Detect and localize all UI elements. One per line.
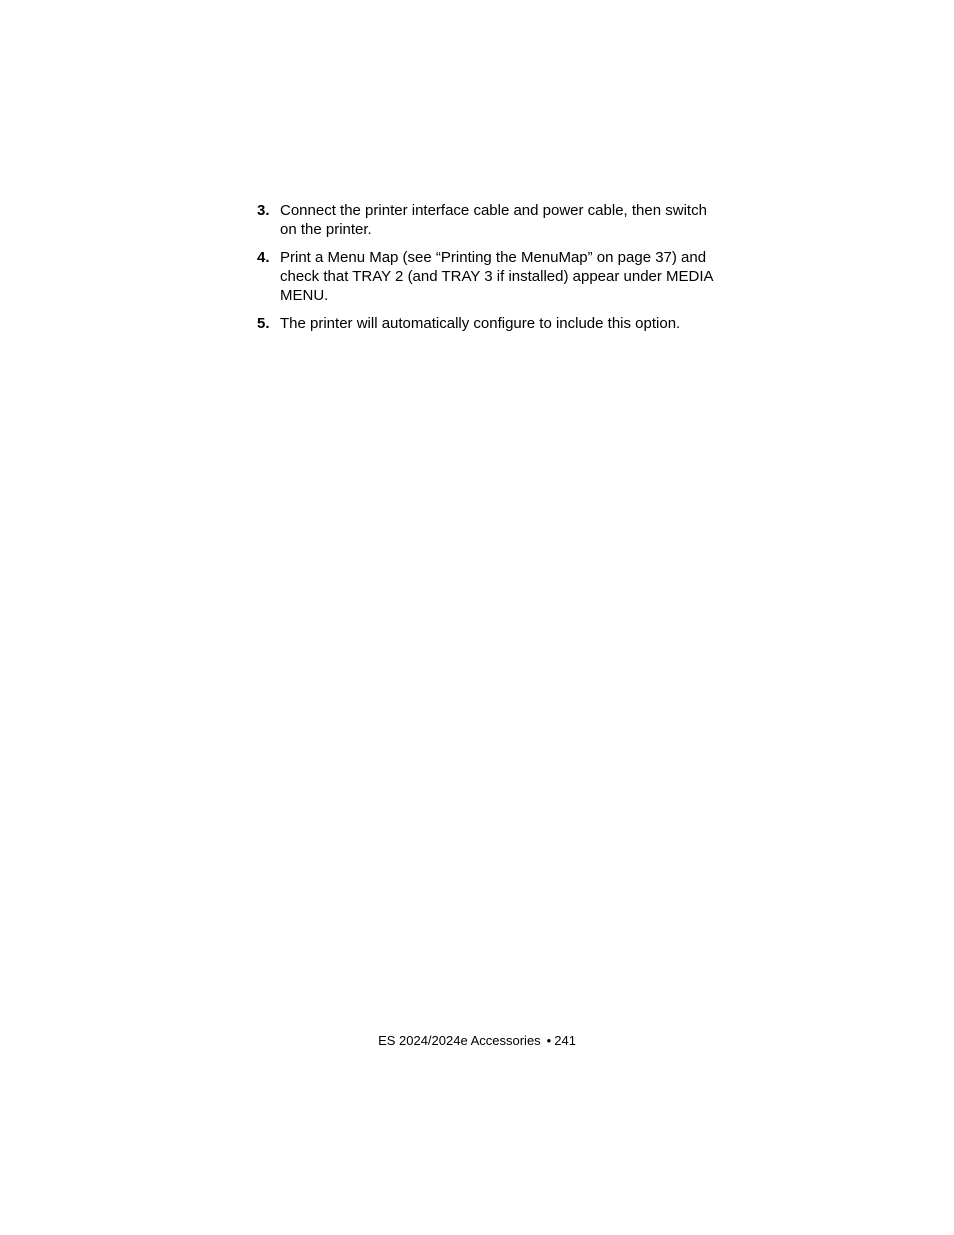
step-item [257, 201, 727, 239]
step-text: The printer will automatically configure to include this option. [280, 315, 681, 332]
page-number: 241 [554, 1033, 576, 1048]
page-footer [0, 1033, 954, 1049]
step-text: Connect the printer interface cable and power cable, then switch on the printer. [280, 202, 707, 238]
step-item [257, 314, 727, 333]
step-number: 4. [257, 249, 270, 266]
step-item [257, 248, 727, 305]
footer-separator: • [546, 1033, 552, 1048]
instruction-steps [257, 201, 727, 342]
step-text: Print a Menu Map (see “Printing the MenuMap” on page 37) and check that TRAY 2 (and TRAY 3 if installed) appear under MEDIA MENU. [280, 249, 713, 304]
step-number: 3. [257, 202, 270, 219]
step-number: 5. [257, 315, 270, 332]
footer-title: ES 2024/2024e Accessories [378, 1033, 541, 1048]
